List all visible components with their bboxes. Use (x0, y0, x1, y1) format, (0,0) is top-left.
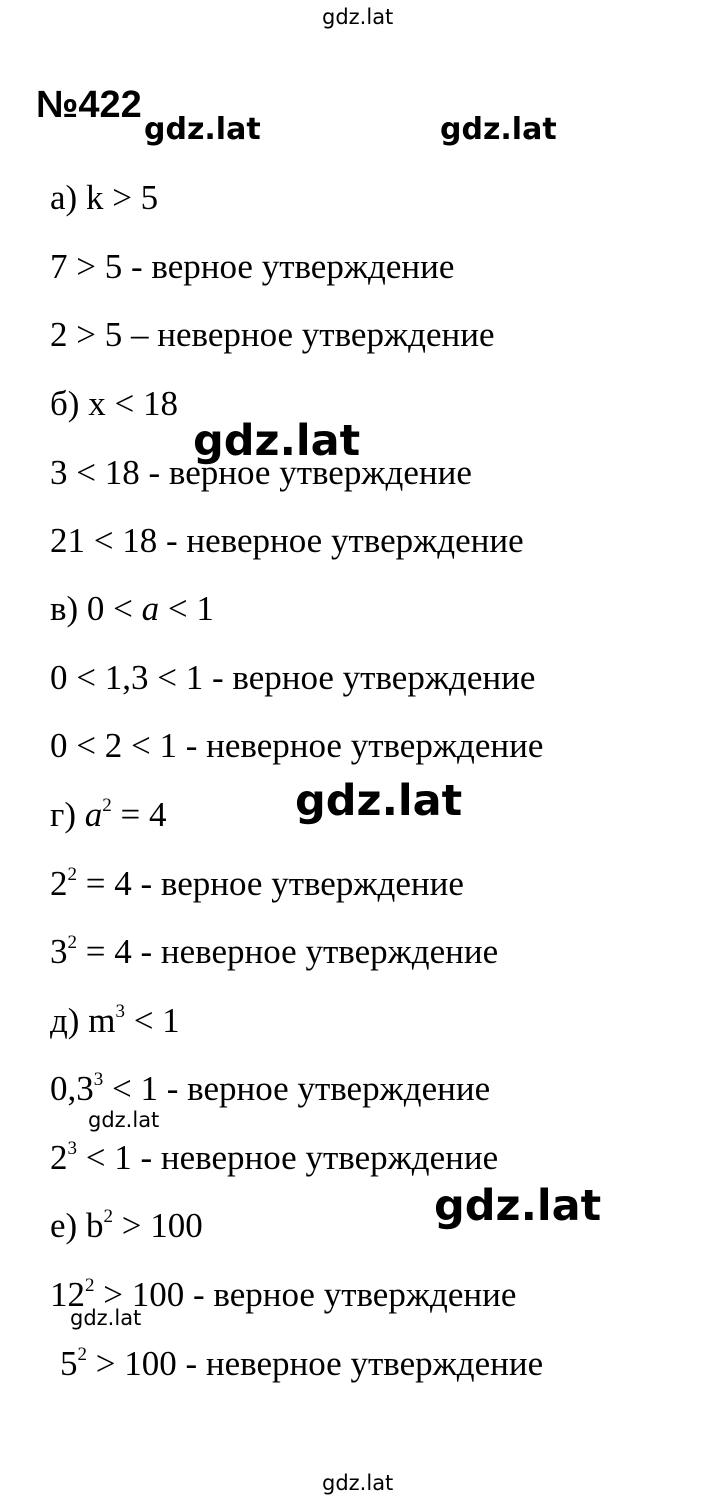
solution-line: 21 < 18 - неверное утверждение (50, 521, 524, 560)
watermark-mid-1: gdz.lat (193, 416, 361, 466)
watermark-mid-3: gdz.lat (434, 1181, 602, 1231)
solution-line: 0 < 2 < 1 - неверное утверждение (50, 726, 544, 765)
solution-line: 0 < 1,3 < 1 - верное утверждение (50, 658, 536, 697)
problem-number: №422 (36, 84, 142, 126)
watermark-top: gdz.lat (322, 5, 394, 29)
watermark-small-2: gdz.lat (70, 1306, 142, 1330)
solution-line: д) $m^3 < 1$ (50, 1001, 180, 1040)
solution-line: $0,3^3 < 1$ - верное утверждение (50, 1069, 491, 1108)
solution-line: 2 > 5 – неверное утверждение (50, 315, 495, 354)
watermark-mid-2: gdz.lat (295, 776, 463, 826)
solution-line: $5^2 > 100$ - неверное утверждение (60, 1344, 544, 1383)
solution-line: е) $b^2 > 100$ (50, 1206, 203, 1245)
watermark-header-right: gdz.lat (440, 112, 557, 147)
watermark-small-1: gdz.lat (88, 1108, 160, 1132)
watermark-header-left: gdz.lat (144, 112, 261, 147)
solution-line: б) x < 18 (50, 384, 178, 423)
solution-line: $3^2 = 4$ - неверное утверждение (50, 932, 499, 971)
solution-line: 3 < 18 - верное утверждение (50, 453, 472, 492)
solution-line: в) 0 < a < 1 (50, 589, 214, 628)
solution-line: $12^2 > 100$ - верное утверждение (50, 1275, 517, 1314)
solution-line: г) $a^2 = 4$ (50, 795, 167, 834)
solution-line: а) k > 5 (50, 178, 159, 217)
solution-line: $2^2 = 4$ - верное утверждение (50, 864, 464, 903)
watermark-bottom: gdz.lat (322, 1471, 394, 1495)
solution-line: $2^3 < 1$ - неверное утверждение (50, 1138, 499, 1177)
solution-line: 7 > 5 - верное утверждение (50, 247, 455, 286)
